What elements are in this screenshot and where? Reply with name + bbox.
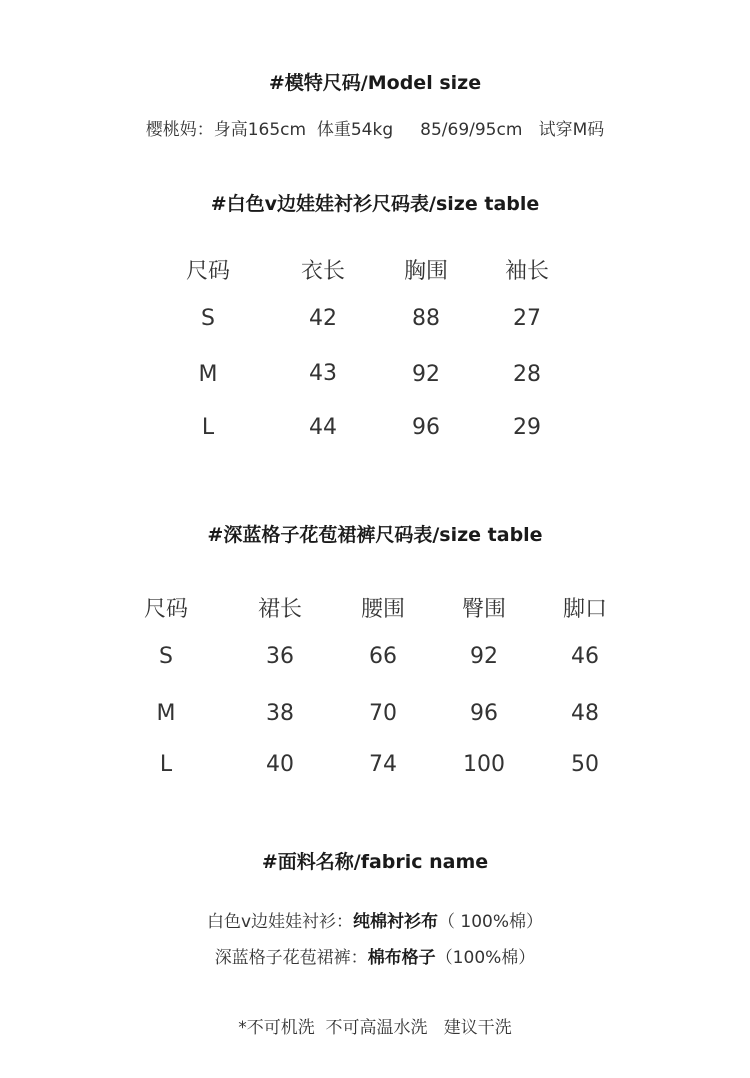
- shirt-col-bust: 胸围: [403, 259, 449, 284]
- skirt-row-l-hem: 50: [571, 752, 599, 777]
- fabric-item-note: （100%棉）: [435, 948, 536, 968]
- shirt-row-m-sleeve: 28: [513, 362, 541, 387]
- shirt-row-l-bust: 96: [412, 415, 440, 440]
- skirt-row-m-size: M: [156, 701, 176, 726]
- skirt-row-m-length: 38: [266, 701, 294, 726]
- shirt-row-s-length: 42: [309, 306, 337, 331]
- skirt-row-l-waist: 74: [369, 752, 397, 777]
- shirt-row-m-bust: 92: [412, 362, 440, 387]
- skirt-row-m-hem: 48: [571, 701, 599, 726]
- fabric-heading: #面料名称/fabric name: [261, 851, 489, 873]
- shirt-row-s-bust: 88: [412, 306, 440, 331]
- skirt-col-waist: 腰围: [360, 597, 406, 622]
- fabric-item-value: 棉布格子: [367, 948, 436, 968]
- skirt-row-s-hem: 46: [571, 644, 599, 669]
- shirt-row-m-length: 43: [309, 361, 337, 386]
- skirt-col-hem: 脚口: [562, 597, 608, 622]
- fabric-item-label: 深蓝格子花苞裙裤：: [214, 948, 368, 968]
- skirt-col-hip: 臀围: [461, 597, 507, 622]
- skirt-row-m-waist: 70: [369, 701, 397, 726]
- skirt-col-length: 裙长: [257, 597, 303, 622]
- skirt-row-l-hip: 100: [463, 752, 505, 777]
- skirt-row-l-length: 40: [266, 752, 294, 777]
- fabric-item-shirt: [0, 907, 750, 932]
- skirt-row-s-length: 36: [266, 644, 294, 669]
- model-info: 樱桃妈：身高165cm 体重54kg 85/69/95cm 试穿M码: [145, 120, 605, 140]
- shirt-row-l-size: L: [201, 415, 215, 440]
- shirt-row-m-size: M: [198, 362, 218, 387]
- shirt-col-length: 衣长: [300, 259, 346, 284]
- skirt-row-l-size: L: [159, 752, 173, 777]
- shirt-row-l-length: 44: [309, 415, 337, 440]
- fabric-item-note: （ 100%棉）: [438, 912, 544, 932]
- care-instructions: *不可机洗 不可高温水洗 建议干洗: [238, 1018, 512, 1038]
- skirt-table-heading: #深蓝格子花苞裙裤尺码表/size table: [207, 524, 543, 546]
- shirt-row-l-sleeve: 29: [513, 415, 541, 440]
- skirt-row-s-hip: 92: [470, 644, 498, 669]
- skirt-row-s-waist: 66: [369, 644, 397, 669]
- fabric-item-label: 白色v边娃娃衬衫：: [206, 912, 354, 932]
- shirt-row-s-sleeve: 27: [513, 306, 541, 331]
- shirt-col-sleeve: 袖长: [504, 259, 550, 284]
- shirt-row-s-size: S: [201, 306, 215, 331]
- skirt-col-size: 尺码: [143, 597, 189, 622]
- shirt-table-heading: #白色v边娃娃衬衫尺码表/size table: [210, 193, 540, 215]
- fabric-item-value: 纯棉衬衫布: [353, 912, 439, 932]
- fabric-item-skirt: [0, 943, 750, 968]
- shirt-col-size: 尺码: [185, 259, 231, 284]
- model-size-heading: #模特尺码/Model size: [268, 72, 482, 94]
- skirt-row-m-hip: 96: [470, 701, 498, 726]
- skirt-row-s-size: S: [159, 644, 173, 669]
